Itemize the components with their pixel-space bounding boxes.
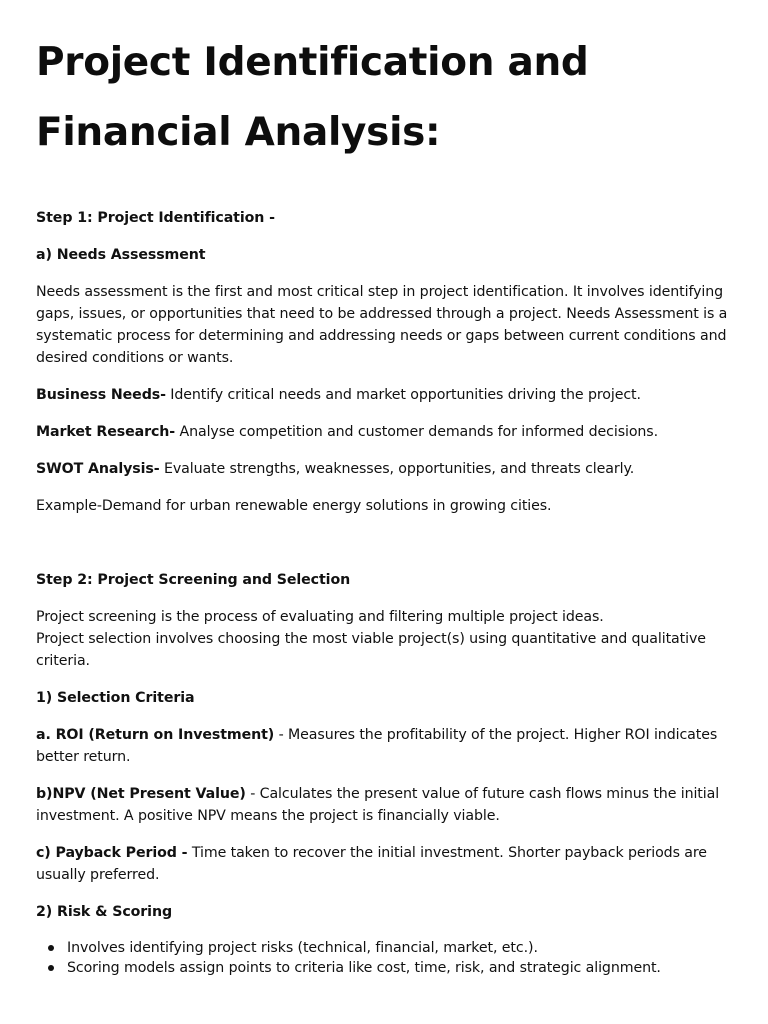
- example-line: Example-Demand for urban renewable energy solutions in growing cities.: [36, 498, 552, 514]
- step1-heading: Step 1: Project Identification -: [36, 210, 275, 226]
- document-body: [36, 207, 736, 978]
- bullet-icon: [48, 965, 54, 971]
- business-needs-item: Business Needs- Identify critical needs and market opportunities driving the project.: [36, 387, 641, 403]
- roi-criterion: a. ROI (Return on Investment) - Measures the profitability of the project. Higher ROI indicates better return.: [36, 727, 718, 765]
- step1-subheading: a) Needs Assessment: [36, 247, 206, 263]
- bullet-icon: [48, 945, 54, 951]
- risk-scoring-heading: 2) Risk & Scoring: [36, 904, 173, 920]
- screening-paragraph: Project screening is the process of evaluating and filtering multiple project ideas. Project selection involves choosing the most viable project(s) using quantitative and qualitative criteria.: [36, 609, 706, 669]
- step2-heading: Step 2: Project Screening and Selection: [36, 572, 351, 588]
- swot-analysis-item: SWOT Analysis- Evaluate strengths, weaknesses, opportunities, and threats clearly.: [36, 461, 635, 477]
- npv-criterion: b)NPV (Net Present Value) - Calculates the present value of future cash flows minus the initial investment. A positive NPV means the project is financially viable.: [36, 786, 720, 824]
- list-item: Involves identifying project risks (technical, financial, market, etc.).: [36, 938, 736, 958]
- market-research-item: Market Research- Analyse competition and customer demands for informed decisions.: [36, 424, 658, 440]
- section-spacer: [36, 532, 736, 569]
- list-item: Scoring models assign points to criteria like cost, time, risk, and strategic alignment.: [36, 958, 736, 978]
- payback-criterion: c) Payback Period - Time taken to recover the initial investment. Shorter payback periods are usually preferred.: [36, 845, 707, 883]
- page-title: Project Identification and Financial Analysis:: [36, 40, 589, 155]
- selection-criteria-heading: 1) Selection Criteria: [36, 690, 195, 706]
- risk-bullet-list: [36, 938, 736, 978]
- needs-assessment-paragraph: Needs assessment is the first and most critical step in project identification. It involves identifying gaps, issues, or opportunities that need to be addressed through a project. Needs Assessment is a systematic process for determining and addressing needs or gaps between current conditions and desired conditions or wants.: [36, 284, 728, 366]
